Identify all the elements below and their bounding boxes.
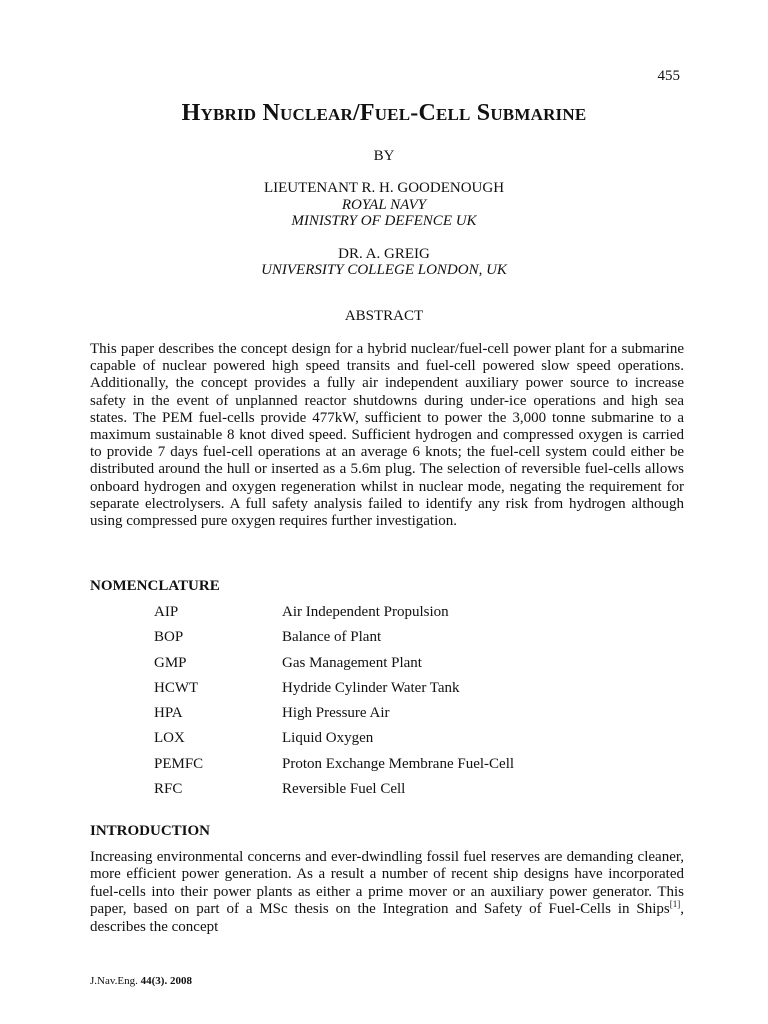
introduction-text	[90, 849, 684, 936]
author-affiliation: MINISTRY OF DEFENCE UK	[291, 213, 477, 229]
nomenclature-abbr: LOX	[154, 730, 185, 747]
nomenclature-abbr: RFC	[154, 781, 183, 798]
author-name: LIEUTENANT R. H. GOODENOUGH	[263, 180, 505, 196]
paper-title: Hybrid Nuclear/Fuel-Cell Submarine	[181, 100, 587, 126]
nomenclature-definition: High Pressure Air	[282, 705, 390, 722]
nomenclature-heading: NOMENCLATURE	[90, 578, 220, 594]
abstract-text: This paper describes the concept design for a hybrid nuclear/fuel-cell power plant for a submarine capable of nuclear powered high speed transits and fuel-cell powered slow speed operations. Additionally, the concept provides a fully air independent auxiliary power source to increase safety in the event of unplanned reactor shutdowns during under-ice operations and high sea states. The PEM fuel-cells provide 477kW, sufficient to power the 3,000 tonne submarine to a maximum sustainable 8 knot dived speed. Sufficient hydrogen and compressed oxygen is carried to provide 7 days fuel-cell operations at an average 6 knots; the fuel-cell system could either be distributed around the hull or inserted as a 5.6m plug. The selection of reversible fuel-cells allows onboard hydrogen and oxygen regeneration whilst in nuclear mode, negating the requirement for separate electrolysers. A full safety analysis failed to identify any risk from hydrogen although using compressed pure oxygen requires further investigation.	[90, 341, 684, 530]
nomenclature-definition: Gas Management Plant	[282, 654, 422, 671]
nomenclature-abbr: BOP	[154, 629, 184, 646]
abstract-heading: ABSTRACT	[344, 308, 424, 324]
nomenclature-definition: Reversible Fuel Cell	[282, 781, 406, 798]
nomenclature-abbr: PEMFC	[154, 755, 204, 772]
nomenclature-abbr: HCWT	[154, 679, 199, 696]
journal-footer	[90, 975, 192, 987]
author-affiliation: ROYAL NAVY	[341, 196, 427, 213]
author-affiliation: UNIVERSITY COLLEGE LONDON, UK	[261, 262, 507, 278]
nomenclature-definition: Air Independent Propulsion	[282, 604, 449, 620]
nomenclature-definition: Hydride Cylinder Water Tank	[282, 679, 460, 696]
author-name: DR. A. GREIG	[338, 245, 430, 262]
reference-marker: [1]	[669, 899, 681, 910]
nomenclature-abbr: AIP	[154, 604, 179, 620]
page-number: 455	[657, 68, 680, 84]
introduction-text-part: , describes the concept	[90, 901, 684, 935]
nomenclature-abbr: HPA	[154, 705, 183, 722]
nomenclature-definition: Balance of Plant	[282, 629, 382, 646]
journal-name: J.Nav.Eng.	[90, 975, 141, 987]
introduction-text-part: Increasing environmental concerns and ever-dwindling fossil fuel reserves are demanding cleaner, more efficient power generation. As a result a number of recent ship designs have incorporated fuel-cells into their power plants as either a prime mover or an auxiliary power generator. This paper, based on part of a MSc thesis on the Integration and Safety of Fuel-Cells in Ships	[90, 849, 684, 918]
nomenclature-abbr: GMP	[154, 654, 187, 671]
introduction-heading: INTRODUCTION	[90, 823, 211, 839]
journal-volume: 44(3). 2008	[140, 975, 192, 987]
by-line: BY	[373, 148, 395, 164]
nomenclature-definition: Liquid Oxygen	[282, 730, 374, 747]
author-block	[0, 180, 768, 279]
nomenclature-definition: Proton Exchange Membrane Fuel-Cell	[282, 755, 515, 772]
